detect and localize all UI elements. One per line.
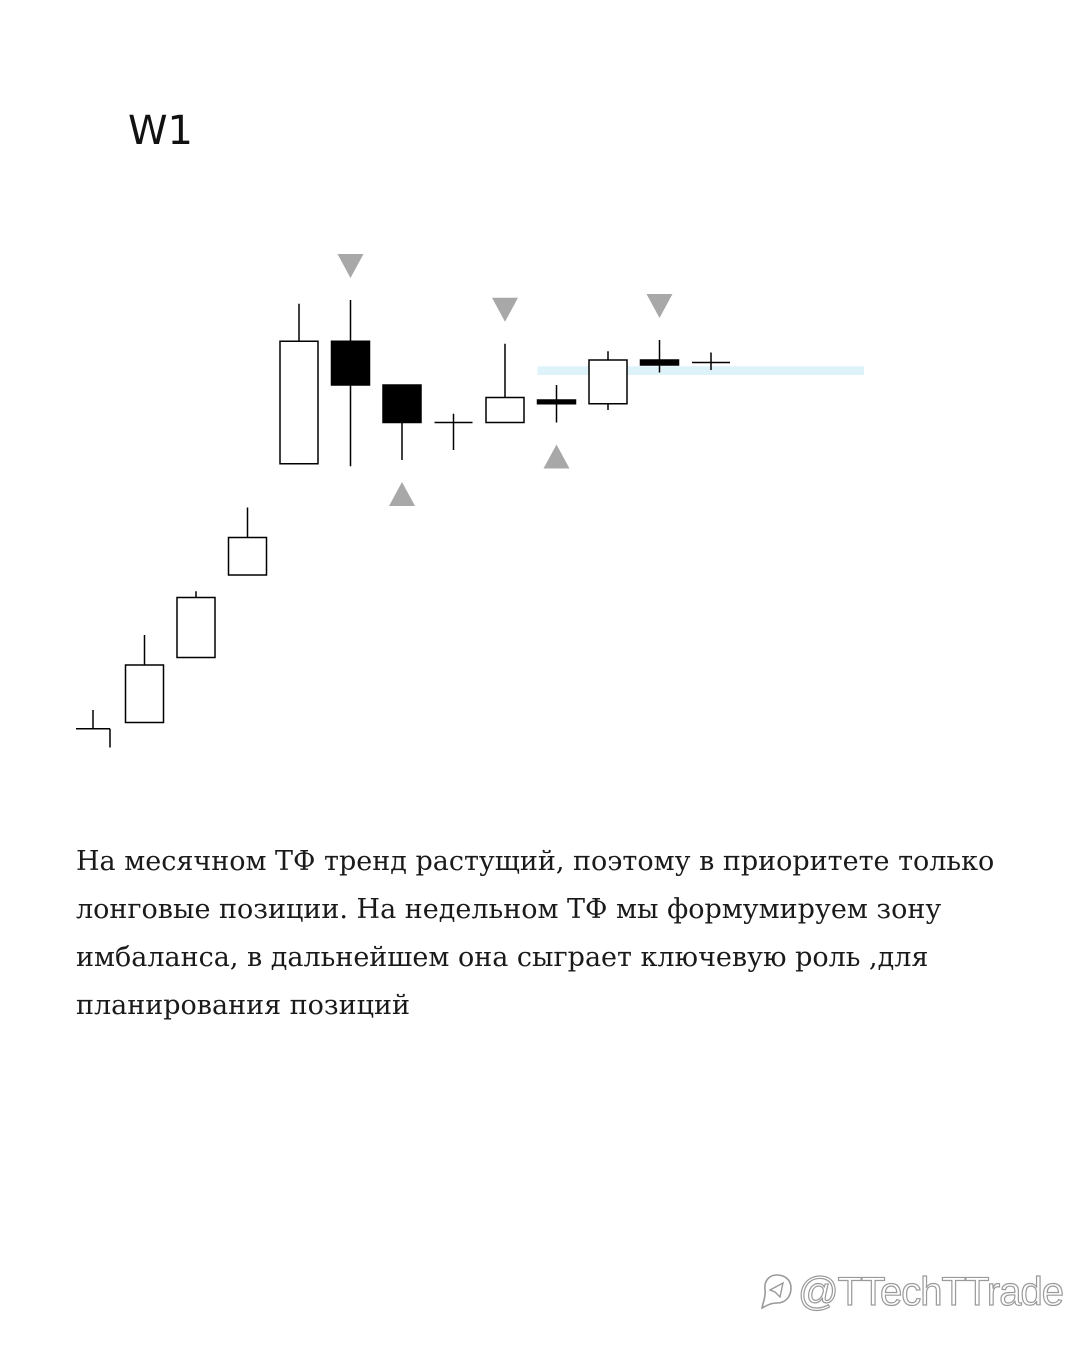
marker-up-6 [389,482,415,506]
telegram-icon [760,1272,794,1312]
candle-10-body [589,360,627,404]
watermark-text: @TTechTTrade [798,1269,1063,1314]
candle-0-wick [76,710,110,748]
caption-line: лонговые позиции. На недельном ТФ мы формумируем зону [76,894,942,925]
marker-down-5 [338,254,364,278]
caption-line: имбаланса, в дальнейшем она сыграет ключевую роль ,для [76,942,929,973]
marker-up-9 [544,445,570,469]
candle-5-body [332,341,370,385]
watermark [760,1268,1063,1316]
caption-line: планирования позиций [76,990,411,1021]
caption-text [76,838,1006,1030]
candle-9-body [538,400,576,404]
candle-3-body [229,538,267,576]
marker-down-11 [647,294,673,318]
candle-1-body [126,665,164,723]
imbalance-zone [538,366,865,375]
timeframe-label: W1 [128,108,193,154]
candle-11-body [641,360,679,365]
caption-line: На месячном ТФ тренд растущий, поэтому в приоритете только [76,846,995,877]
candle-6-body [383,385,421,423]
candle-4-body [280,341,318,464]
candle-8-body [486,398,524,423]
marker-down-8 [492,298,518,322]
candle-2-body [177,598,215,658]
